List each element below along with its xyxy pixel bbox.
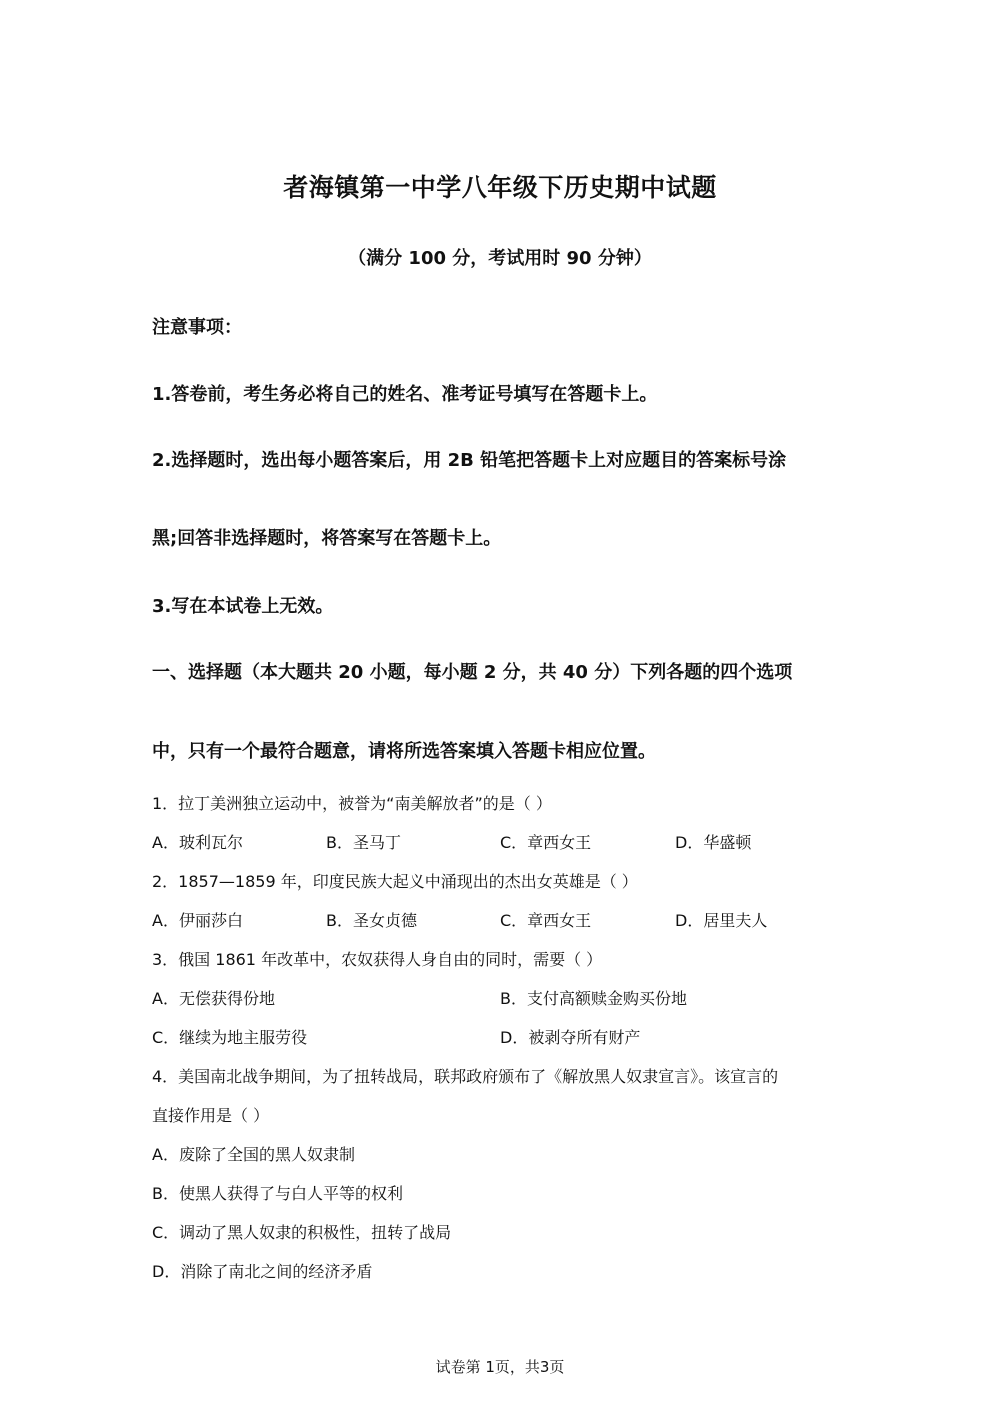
- question-2-stem: 2．1857—1859 年，印度民族大起义中涌现出的杰出女英雄是（ ）: [152, 872, 638, 891]
- question-2-option-c: C．章西女王: [500, 911, 592, 930]
- page-footer: 试卷第 1页，共3页: [435, 1358, 565, 1376]
- question-1-option-a: A．玻利瓦尔: [152, 833, 243, 852]
- question-4-option-c: C．调动了黑人奴隶的积极性，扭转了战局: [152, 1223, 452, 1242]
- question-1-option-d: D．华盛顿: [675, 833, 752, 852]
- page-title: 者海镇第一中学八年级下历史期中试题: [283, 173, 717, 202]
- section-heading-line2: 中，只有一个最符合题意，请将所选答案填入答题卡相应位置。: [152, 741, 656, 762]
- question-4-stem-cont: 直接作用是（ ）: [152, 1106, 270, 1125]
- question-3-stem: 3．俄国 1861 年改革中，农奴获得人身自由的同时，需要（ ）: [152, 950, 603, 969]
- section-heading-line1: 一、选择题（本大题共 20 小题，每小题 2 分，共 40 分）下列各题的四个选项: [152, 662, 793, 683]
- notice-item-2-cont: 黑;回答非选择题时，将答案写在答题卡上。: [152, 528, 502, 549]
- question-1-option-c: C．章西女王: [500, 833, 592, 852]
- notice-heading: 注意事项：: [152, 317, 242, 338]
- notice-item-1: 1.答卷前，考生务必将自己的姓名、准考证号填写在答题卡上。: [152, 384, 658, 405]
- question-3-option-c: C．继续为地主服劳役: [152, 1028, 308, 1047]
- question-1-option-b: B．圣马丁: [326, 833, 401, 852]
- question-3-option-a: A．无偿获得份地: [152, 989, 275, 1008]
- question-1-stem: 1．拉丁美洲独立运动中，被誉为“南美解放者”的是（ ）: [152, 794, 552, 813]
- notice-item-3: 3.写在本试卷上无效。: [152, 596, 334, 617]
- exam-subtitle: （满分 100 分，考试用时 90 分钟）: [348, 248, 652, 269]
- question-4-option-d: D．消除了南北之间的经济矛盾: [152, 1262, 373, 1281]
- question-3-option-b: B．支付高额赎金购买份地: [500, 989, 687, 1008]
- notice-item-2: 2.选择题时，选出每小题答案后，用 2B 铅笔把答题卡上对应题目的答案标号涂: [152, 450, 787, 471]
- question-4-option-a: A．废除了全国的黑人奴隶制: [152, 1145, 355, 1164]
- question-3-option-d: D．被剥夺所有财产: [500, 1028, 641, 1047]
- question-2-option-b: B．圣女贞德: [326, 911, 417, 930]
- question-2-option-d: D．居里夫人: [675, 911, 768, 930]
- question-4-stem: 4．美国南北战争期间，为了扭转战局，联邦政府颁布了《解放黑人奴隶宣言》。该宣言的: [152, 1067, 779, 1086]
- question-4-option-b: B．使黑人获得了与白人平等的权利: [152, 1184, 403, 1203]
- question-2-option-a: A．伊丽莎白: [152, 911, 243, 930]
